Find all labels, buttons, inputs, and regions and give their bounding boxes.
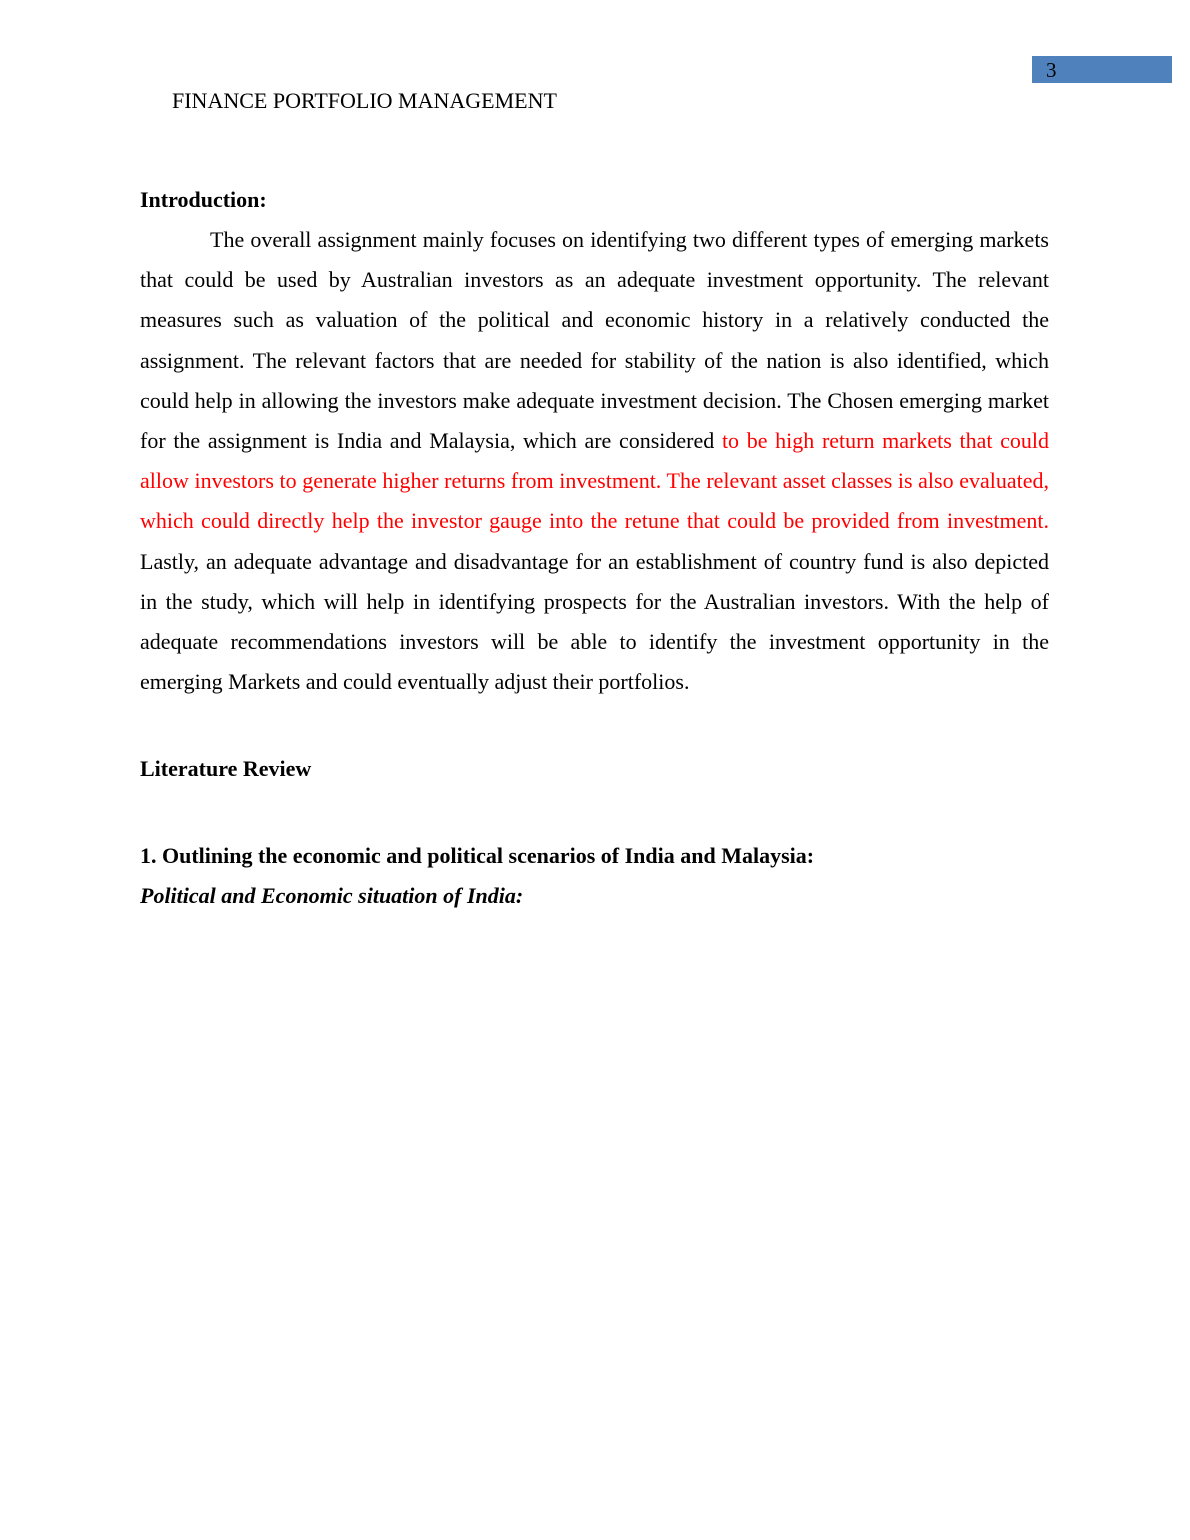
- intro-text-highlighted: to be high return markets that could allow investors to generate higher returns from investment. The relevant asset classes is also evaluated, which could directly help the investor gauge into the retune that could be provided from investment.: [140, 428, 1049, 534]
- intro-text-part2: Lastly, an adequate advantage and disadvantage for an establishment of country fund is also depicted in the study, which will help in identifying prospects for the Australian investors. With the help of adequate recommendations investors will be able to identify the investment opportunity in the emerging Markets and could eventually adjust their portfolios.: [140, 548, 1049, 695]
- document-body: [140, 185, 1049, 933]
- section-1-subheading: Political and Economic situation of India:: [140, 883, 524, 909]
- literature-review-heading: Literature Review: [140, 756, 312, 782]
- intro-text-part1: The overall assignment mainly focuses on identifying two different types of emerging markets that could be used by Australian investors as an adequate investment opportunity. The relevant measures such as valuation of the political and economic history in a relatively conducted the assignment. The relevant factors that are needed for stability of the nation is also identified, which could help in allowing the investors make adequate investment decision. The Chosen emerging market for the assignment is India and Malaysia, which are considered: [140, 227, 1049, 454]
- section-1-heading: 1. Outlining the economic and political scenarios of India and Malaysia:: [140, 843, 815, 869]
- introduction-heading: Introduction:: [140, 187, 267, 212]
- introduction-paragraph: [140, 220, 1049, 702]
- page-number: 3: [1046, 58, 1057, 82]
- page-number-box: [1032, 56, 1172, 83]
- running-head-title: FINANCE PORTFOLIO MANAGEMENT: [172, 88, 557, 113]
